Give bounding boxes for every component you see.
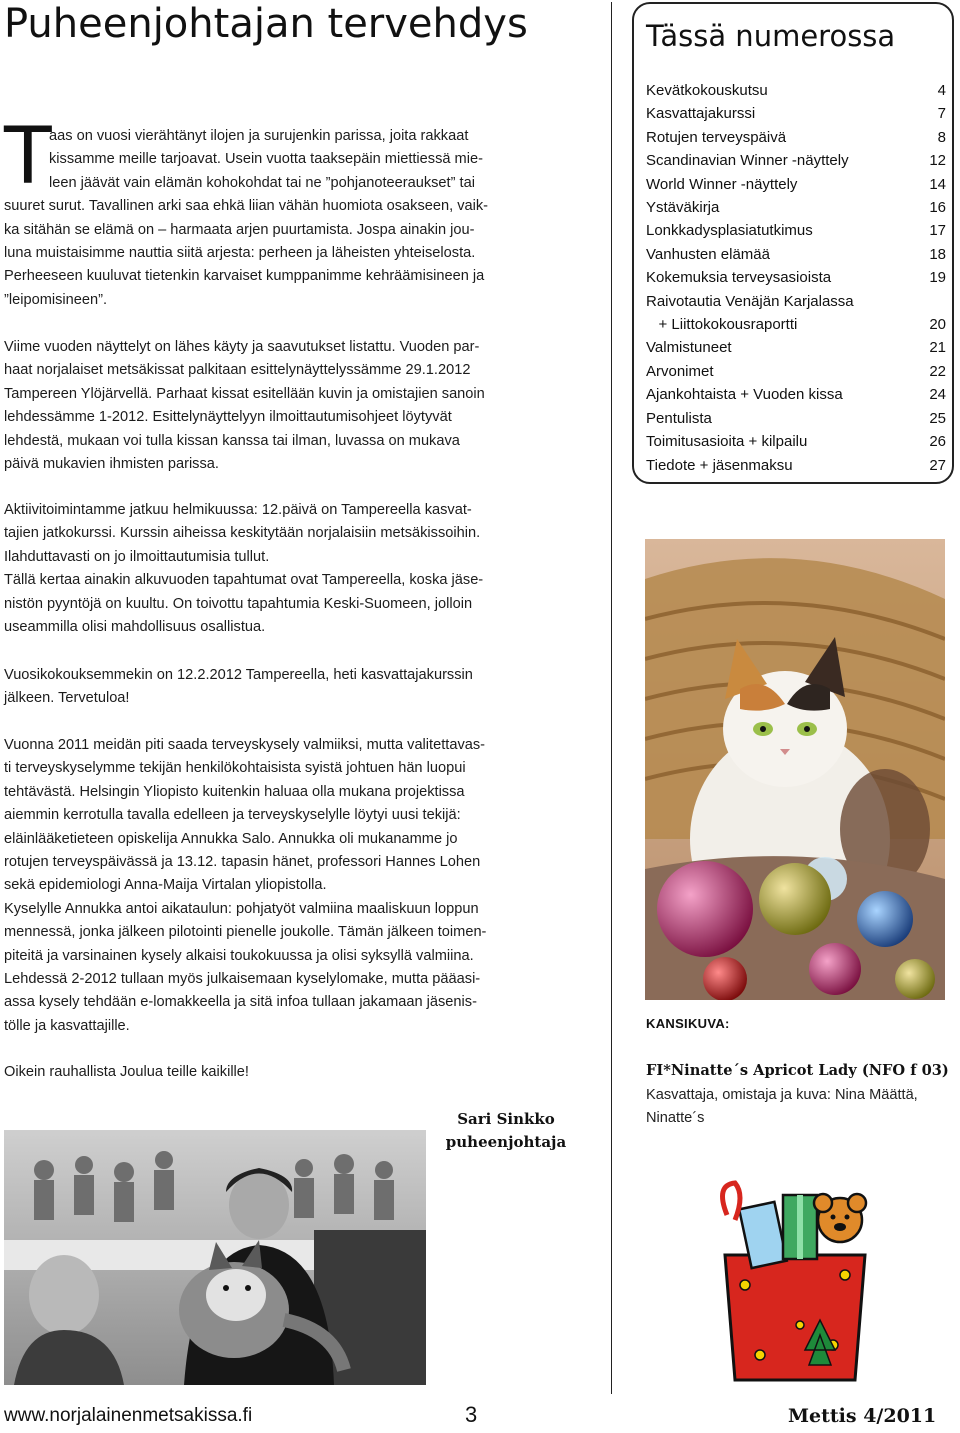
text-line: suuret surut. Tavallinen arki saa ehkä liian vähän huomiota osakseen, vaik- — [4, 198, 489, 215]
text-line: Perheeseen kuuluvat tietenkin karvaiset kumppanimme kehräämisineen ja — [4, 268, 485, 285]
text-line: Tampereen Ylöjärvellä. Parhaat kissat esitellään kuvin ja omistajien sanoin — [4, 385, 485, 402]
text-line: Aktiivitoimintamme jatkuu helmikuussa: 12.päivä on Tampereella kasvat- — [4, 502, 472, 518]
toc-item[interactable] — [646, 313, 946, 336]
toc-label: Ajankohtaista + Vuoden kissa — [646, 386, 843, 404]
toc-item[interactable] — [646, 196, 946, 219]
toc-page: 21 — [929, 339, 946, 357]
caption-name: FI*Ninatte´s Apricot Lady (NFO f 03) — [646, 1062, 949, 1079]
toc-label: + Liittokokousraportti — [646, 316, 798, 334]
toc-page: 27 — [929, 456, 946, 474]
toc-label: Arvonimet — [646, 362, 714, 380]
text-line: lehdestä, mukaan voi tulla kissan kanssa tai ilman, luvassa on mukava — [4, 432, 460, 449]
toc-title: Tässä numerossa — [646, 19, 896, 53]
text-line: sekä epidemiologi Anna-Maija Virtalan yliopistolla. — [4, 877, 327, 894]
text-line: tölle ja kasvattajille. — [4, 1017, 130, 1034]
toc-item[interactable] — [646, 219, 946, 242]
footer-url[interactable]: www.norjalainenmetsakissa.fi — [4, 1405, 253, 1426]
text-line: rotujen terveyspäivässä ja 13.12. tapasin hänet, professori Hannes Lohen — [4, 854, 481, 871]
toc-page: 17 — [929, 222, 946, 240]
toc-item[interactable] — [646, 454, 946, 477]
text-line: luna muistaisimme nauttia siitä arjesta: perheen ja läheisten yhteiselosta. — [4, 245, 476, 262]
toc-page: 19 — [929, 269, 946, 287]
text-line: leen jäävät vain elämän kohokohdat tai ne ”pohjanoteeraukset” tai — [49, 174, 475, 191]
toc-item[interactable] — [646, 290, 946, 313]
toc-label: Rotujen terveyspäivä — [646, 128, 787, 146]
text-line: jälkeen. Tervetuloa! — [4, 690, 130, 707]
text-line: Ilahduttavasti on jo ilmoittautumisia tullut. — [4, 548, 270, 565]
drop-cap: T — [4, 112, 52, 202]
text-line: tajien jatkokurssi. Kurssin aiheissa keskitytään norjalaisiin metsäkissoihin. — [4, 525, 481, 542]
text-line: nistön pyyntöjä on kuultu. On toivottu tapahtumia Keski-Suomeen, jolloin — [4, 595, 473, 612]
caption-credit-line: Ninatte´s — [646, 1110, 705, 1126]
magazine-issue: Mettis 4/2011 — [788, 1405, 937, 1427]
toc-label: Valmistuneet — [646, 339, 732, 357]
toc-label: Scandinavian Winner -näyttely — [646, 152, 849, 170]
paragraph-4 — [4, 664, 574, 711]
text-line: assa kysely tehdään e-lomakkeella ja sitä infoa tullaan jakamaan jäsenis- — [4, 994, 477, 1011]
paragraph-2 — [4, 336, 574, 476]
cat-show-photo — [4, 1130, 426, 1385]
toc-page: 14 — [929, 175, 946, 193]
toc-item[interactable] — [646, 266, 946, 289]
toc-page: 16 — [929, 199, 946, 217]
toc-list — [646, 79, 946, 477]
toc-item[interactable] — [646, 360, 946, 383]
toc-label: Kevätkokouskutsu — [646, 82, 768, 99]
toc-item[interactable] — [646, 79, 946, 102]
text-line: lehdessämme 1-2012. Esittelynäyttelyyn ilmoittautumisohjeet löytyvät — [4, 409, 452, 426]
toc-page: 22 — [929, 362, 946, 380]
toc-item[interactable] — [646, 173, 946, 196]
text-line: useammilla olisi mahdollisuus osallistua. — [4, 619, 266, 636]
text-line: kissamme meille tarjoavat. Usein vuotta taaksepäin miettiessä mie- — [49, 151, 483, 168]
toc-page: 26 — [929, 433, 946, 451]
caption-credit — [646, 1084, 946, 1130]
text-line: haat norjalaiset metsäkissat palkitaan esittelynäyttelyssämme 29.1.2012 — [4, 362, 471, 379]
toc-item[interactable] — [646, 243, 946, 266]
toc-label: Raivotautia Venäjän Karjalassa — [646, 292, 854, 310]
page-title: Puheenjohtajan tervehdys — [4, 1, 528, 47]
toc-item[interactable] — [646, 383, 946, 406]
text-line: päivä mukavien ihmisten parissa. — [4, 456, 219, 473]
toc-label: Tiedote + jäsenmaksu — [646, 456, 793, 474]
signature-name: Sari Sinkko — [457, 1110, 555, 1128]
text-line: Vuonna 2011 meidän piti saada terveyskysely valmiiksi, mutta valitettavas- — [4, 737, 486, 753]
column-divider — [611, 2, 612, 1394]
toc-item[interactable] — [646, 407, 946, 430]
toc-page: 25 — [929, 409, 946, 427]
text-line: Kyselylle Annukka antoi aikataulun: pohjatyöt valmiina maaliskuun loppun — [4, 900, 479, 917]
toc-label: Toimitusasioita + kilpailu — [646, 433, 808, 451]
text-line: piteitä ja varsinainen kysely alkaisi toukokuussa ja olisi syksyllä valmiina. — [4, 947, 474, 964]
toc-item[interactable] — [646, 149, 946, 172]
toc-label: Vanhusten elämää — [646, 245, 770, 263]
toc-label: Kokemuksia terveysasioista — [646, 269, 832, 287]
toc-item[interactable] — [646, 336, 946, 359]
text-line: ”leipomisineen”. — [4, 291, 108, 308]
toc-label: Ystäväkirja — [646, 199, 720, 217]
toc-label: World Winner -näyttely — [646, 175, 798, 193]
toc-page: 18 — [929, 245, 946, 263]
text-line: eläinlääketieteen opiskelija Annukka Salo. Annukka oli mukanamme jo — [4, 830, 458, 847]
toc-item[interactable] — [646, 102, 946, 125]
text-line: aiemmin kerrotulla tavalla edelleen ja terveyskyselylle löytyi uusi tekijä: — [4, 807, 461, 824]
signature — [440, 1108, 572, 1154]
paragraph-6 — [4, 1061, 574, 1084]
toc-page: 20 — [929, 316, 946, 334]
paragraph-3 — [4, 499, 574, 639]
toc-page: 12 — [929, 152, 946, 170]
page-number: 3 — [465, 1402, 478, 1427]
caption-label: KANSIKUVA: — [646, 1016, 730, 1031]
toc-item[interactable] — [646, 430, 946, 453]
christmas-gift-illustration — [705, 1175, 885, 1385]
toc-page: 24 — [929, 386, 946, 404]
toc-item[interactable] — [646, 126, 946, 149]
cover-cat-photo — [645, 539, 945, 1000]
toc-label: Pentulista — [646, 409, 712, 427]
signature-role: puheenjohtaja — [445, 1133, 567, 1151]
text-line: Vuosikokouksemmekin on 12.2.2012 Tampereella, heti kasvattajakurssin — [4, 667, 473, 683]
paragraph-1 — [4, 125, 574, 312]
toc-page: 7 — [937, 105, 946, 123]
text-line: Lehdessä 2-2012 tullaan myös julkaisemaan kyselylomake, mutta pääasi- — [4, 971, 481, 988]
text-line: Oikein rauhallista Joulua teille kaikille! — [4, 1064, 249, 1080]
toc-page: 8 — [937, 128, 946, 146]
text-line: Tällä kertaa ainakin alkuvuoden tapahtumat ovat Tampereella, koska jäse- — [4, 572, 484, 589]
toc-label: Kasvattajakurssi — [646, 105, 756, 123]
text-line: aas on vuosi vierähtänyt ilojen ja surujenkin parissa, joita rakkaat — [49, 128, 469, 144]
text-line: mennessä, jonka jälkeen pilotointi pienelle joukolle. Tämän jälkeen toimen- — [4, 924, 487, 941]
paragraph-5 — [4, 734, 574, 1038]
caption-credit-line: Kasvattaja, omistaja ja kuva: Nina Määttä, — [646, 1087, 918, 1103]
text-line: tehtävästä. Helsingin Yliopisto kuitenkin haluaa olla mukana projektissa — [4, 783, 465, 800]
text-line: ti terveyskyselymme tekijän henkilökohtaisista syistä johtuen hän luopui — [4, 760, 466, 777]
text-line: ka sitähän se elämä on – harmaata arjen puurtamista. Jospa ainakin jou- — [4, 221, 475, 238]
toc-label: Lonkkadysplasiatutkimus — [646, 222, 813, 240]
text-line: Viime vuoden näyttelyt on lähes käyty ja saavutukset listattu. Vuoden par- — [4, 339, 480, 355]
toc-page: 4 — [937, 82, 946, 99]
